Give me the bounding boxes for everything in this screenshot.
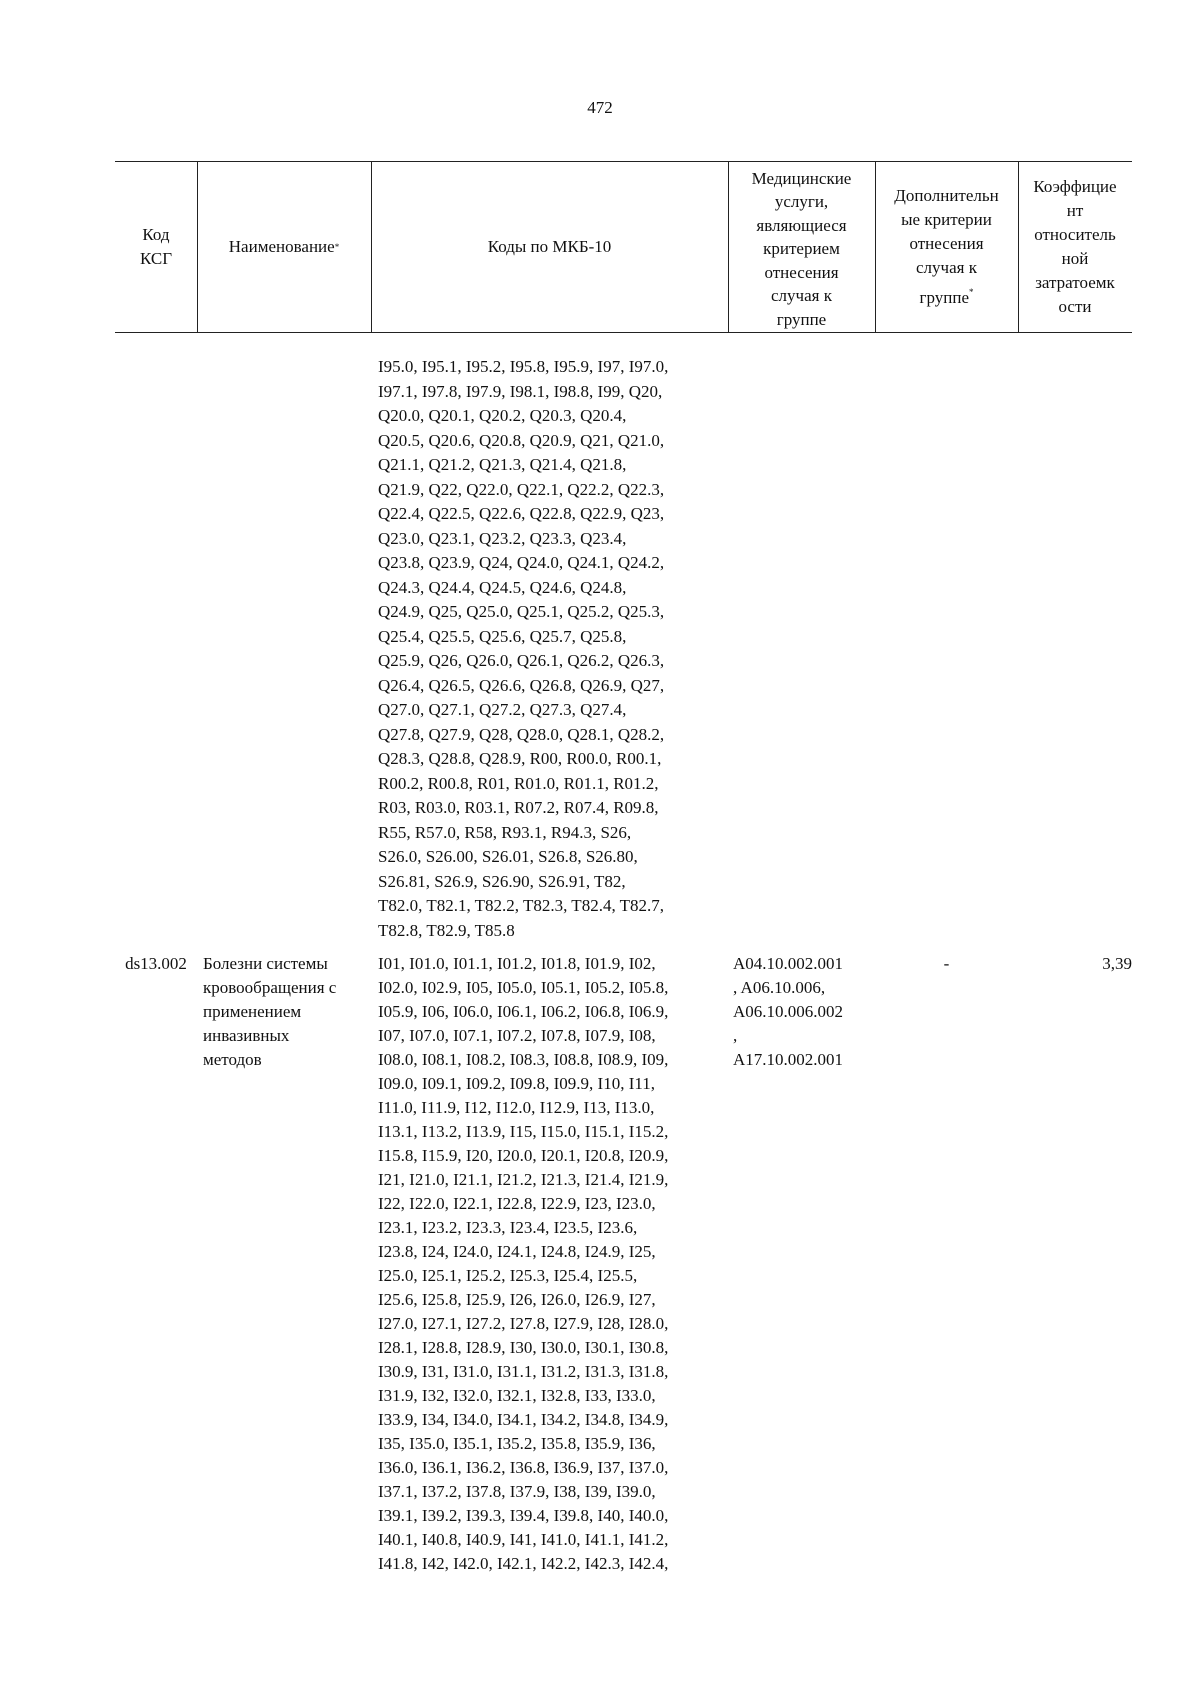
footnote-mark: * <box>969 287 974 297</box>
header-code: Код КСГ <box>139 225 173 268</box>
header-icd: Коды по МКБ-10 <box>487 237 612 256</box>
footnote-mark: * <box>334 242 340 252</box>
row-icd-codes: I01, I01.0, I01.1, I01.2, I01.8, I01.9, I02, I02.0, I02.9, I05, I05.0, I05.1, I05.2, I05.8, I05.9, I06, I06.0, I06.1, I06.2, I06.8, I06.9, I07, I07.0, I07.1, I07.2, I07.8, I07.9, I08, I08.0, I08.1, I08.2, I08.3, I08.8, I08.9, I09, I09.0, I09.1, I09.2, I09.8, I09.9, I10, I11, I11.0, I11.9, I12, I12.0, I12.9, I13, I13.0, I13.1, I13.2, I13.9, I15, I15.0, I15.1, I15.2, I15.8, I15.9, I20, I20.0, I20.1, I20.8, I20.9, I21, I21.0, I21.1, I21.2, I21.3, I21.4, I21.9, I22, I22.0, I22.1, I22.8, I22.9, I23, I23.0, I23.1, I23.2, I23.3, I23.4, I23.5, I23.6, I23.8, I24, I24.0, I24.1, I24.8, I24.9, I25, I25.0, I25.1, I25.2, I25.3, I25.4, I25.5, I25.6, I25.8, I25.9, I26, I26.0, I26.9, I27, I27.0, I27.1, I27.2, I27.8, I27.9, I28, I28.0, I28.1, I28.8, I28.9, I30, I30.0, I30.1, I30.8, I30.9, I31, I31.0, I31.1, I31.2, I31.3, I31.8, I31.9, I32, I32.0, I32.1, I32.8, I33, I33.0, I33.9, I34, I34.0, I34.1, I34.2, I34.8, I34.9, I35, I35.0, I35.1, I35.2, I35.8, I35.9, I36, I36.0, I36.1, I36.2, I36.8, I36.9, I37, I37.0, I37.1, I37.2, I37.8, I37.9, I38, I39, I39.0, I39.1, I39.2, I39.3, I39.4, I39.8, I40, I40.0, I40.1, I40.8, I40.9, I41, I41.0, I41.1, I41.2, I41.8, I42, I42.0, I42.1, I42.2, I42.3, I42.4, <box>378 954 669 1573</box>
header-extra-criteria: Дополнительн ые критерии отнесения случая к группе* <box>894 186 999 307</box>
row-coefficient: 3,39 <box>1102 954 1132 973</box>
header-coefficient: Коэффицие нт относитель ной затратоемк ости <box>1033 177 1117 316</box>
row-code: ds13.002 <box>125 954 187 973</box>
header-services: Медицинские услуги, являющиеся критерием отнесения случая к группе <box>751 168 852 329</box>
row-name: Болезни системы кровообращения с применением инвазивных методов <box>203 954 337 1069</box>
page-number: 472 <box>587 98 613 117</box>
header-name: Наименование * <box>197 162 371 332</box>
row-extra-criteria: - <box>943 954 950 973</box>
row-services: A04.10.002.001 , A06.10.006, A06.10.006.002 , A17.10.002.001 <box>733 954 844 1069</box>
table-header <box>115 161 1132 333</box>
continuation-icd-codes: I95.0, I95.1, I95.2, I95.8, I95.9, I97, I97.0, I97.1, I97.8, I97.9, I98.1, I98.8, I99, Q20, Q20.0, Q20.1, Q20.2, Q20.3, Q20.4, Q20.5, Q20.6, Q20.8, Q20.9, Q21, Q21.0, Q21.1, Q21.2, Q21.3, Q21.4, Q21.8, Q21.9, Q22, Q22.0, Q22.1, Q22.2, Q22.3, Q22.4, Q22.5, Q22.6, Q22.8, Q22.9, Q23, Q23.0, Q23.1, Q23.2, Q23.3, Q23.4, Q23.8, Q23.9, Q24, Q24.0, Q24.1, Q24.2, Q24.3, Q24.4, Q24.5, Q24.6, Q24.8, Q24.9, Q25, Q25.0, Q25.1, Q25.2, Q25.3, Q25.4, Q25.5, Q25.6, Q25.7, Q25.8, Q25.9, Q26, Q26.0, Q26.1, Q26.2, Q26.3, Q26.4, Q26.5, Q26.6, Q26.8, Q26.9, Q27, Q27.0, Q27.1, Q27.2, Q27.3, Q27.4, Q27.8, Q27.9, Q28, Q28.0, Q28.1, Q28.2, Q28.3, Q28.8, Q28.9, R00, R00.0, R00.1, R00.2, R00.8, R01, R01.0, R01.1, R01.2, R03, R03.0, R03.1, R07.2, R07.4, R09.8, R55, R57.0, R58, R93.1, R94.3, S26, S26.0, S26.00, S26.01, S26.8, S26.80, S26.81, S26.9, S26.90, S26.91, T82, T82.0, T82.1, T82.2, T82.3, T82.4, T82.7, T82.8, T82.9, T85.8 <box>378 357 669 940</box>
